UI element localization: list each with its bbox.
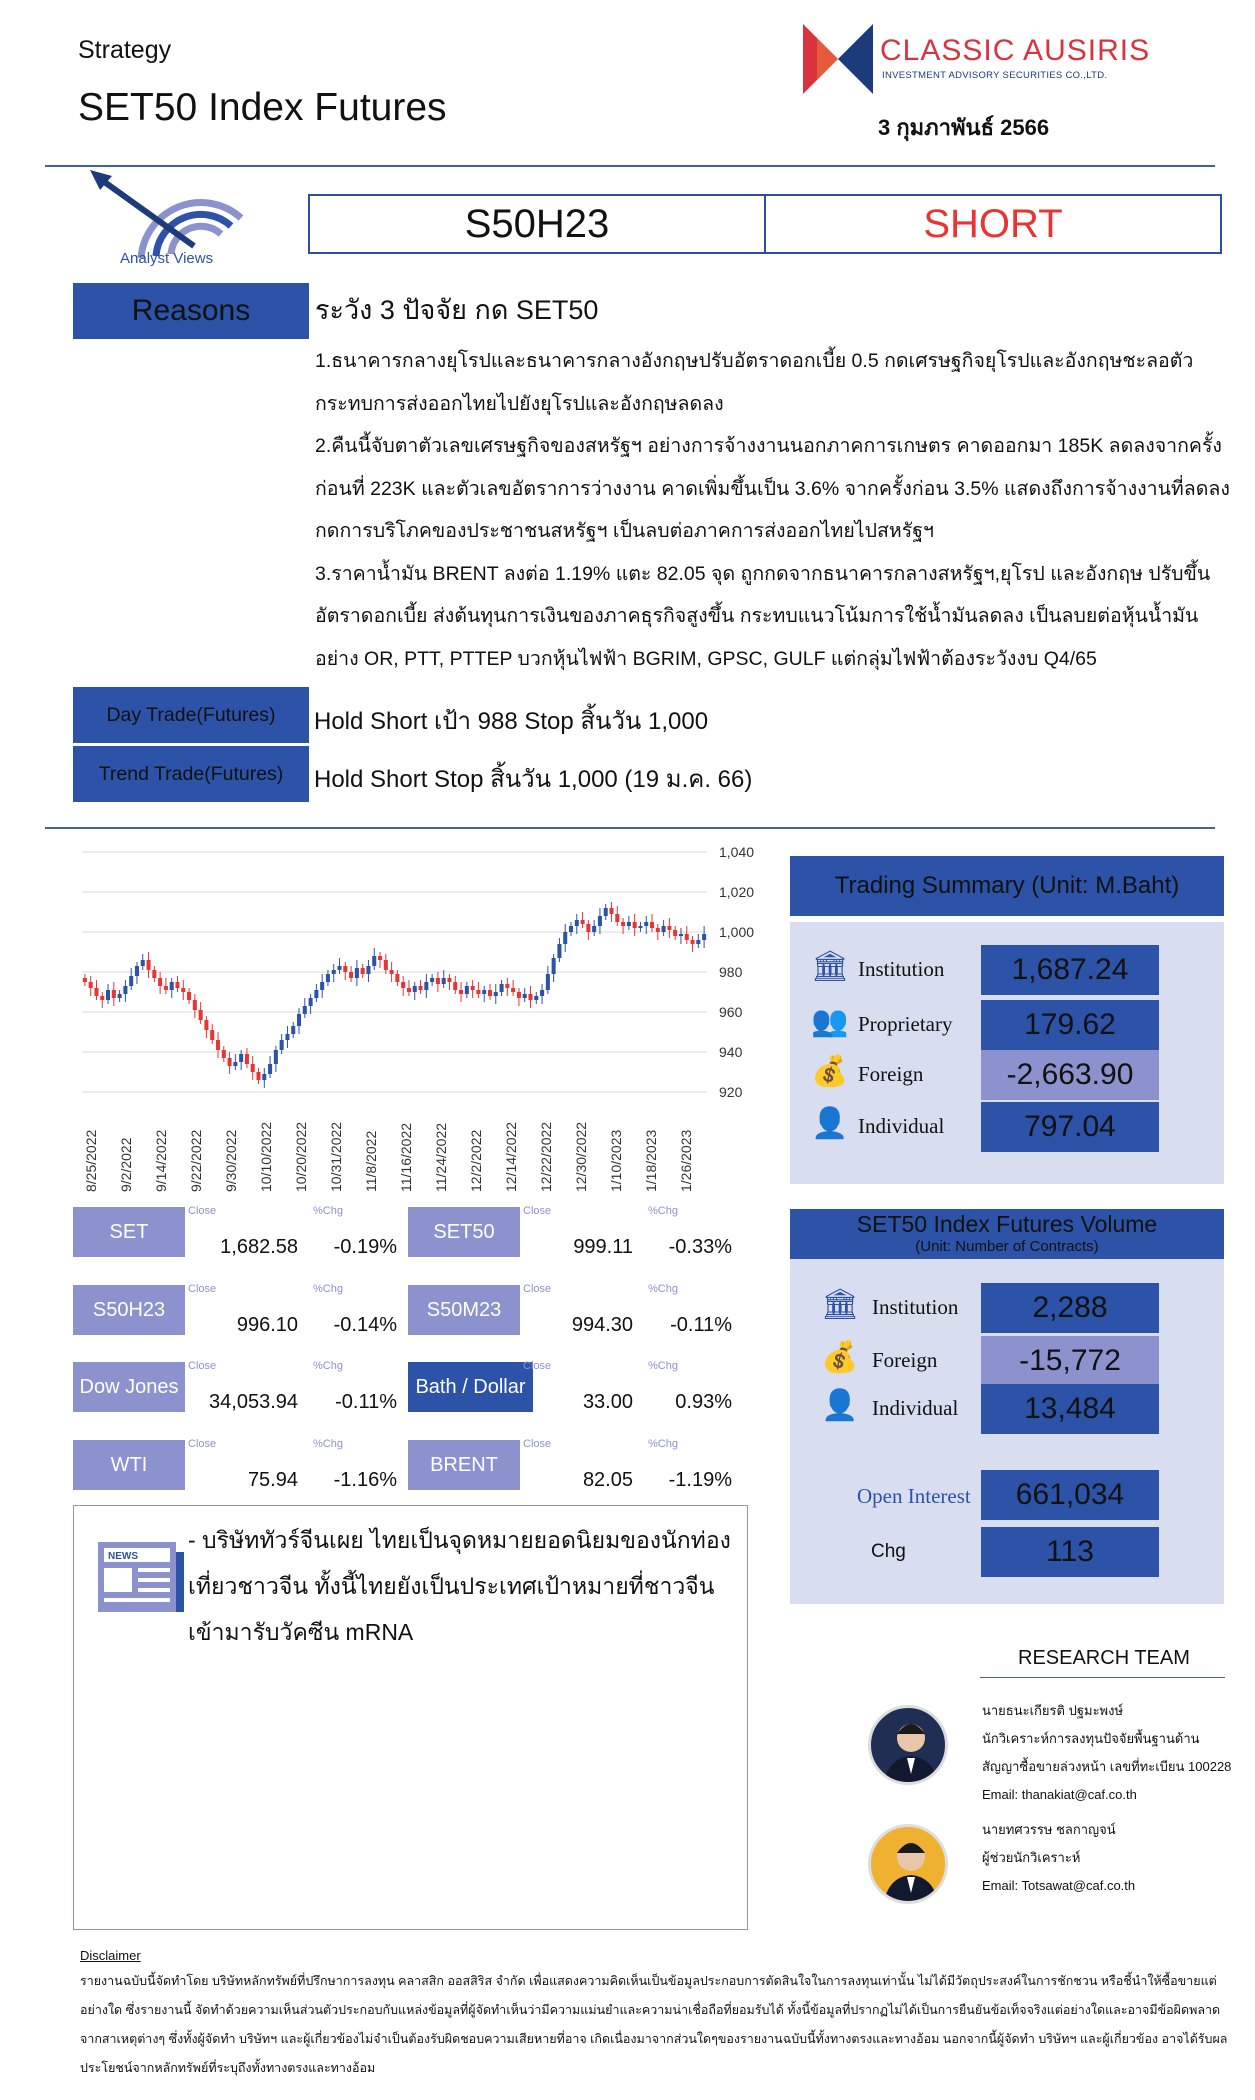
market-name: WTI (73, 1440, 185, 1490)
candle-body (395, 974, 399, 982)
candle-body (511, 988, 515, 992)
chart-y-tick-label: 1,000 (719, 924, 755, 940)
candle-body (691, 940, 695, 944)
reasons-label: Reasons (73, 283, 309, 339)
futures-volume-value: -15,772 (981, 1336, 1159, 1386)
candle-body (540, 990, 544, 996)
candle-body (83, 978, 87, 982)
market-name: SET50 (408, 1207, 520, 1257)
candle-body (667, 926, 671, 930)
market-close-label: Close (188, 1438, 217, 1450)
candle-body (112, 990, 116, 998)
chart-x-tick-label: 9/30/2022 (223, 1129, 239, 1192)
reasons-headline: ระวัง 3 ปัจจัย กด SET50 (315, 295, 599, 325)
candle-body (401, 982, 405, 988)
candle-body (413, 986, 417, 992)
person-icon: 👤 (821, 1389, 859, 1422)
analyst-1-email[interactable]: Email: thanakiat@caf.co.th (982, 1787, 1137, 1802)
futures-volume-label: Foreign (872, 1348, 938, 1372)
candle-body (378, 956, 382, 960)
market-close-value: 996.10 (236, 1314, 298, 1336)
market-chg-label: %Chg (313, 1205, 343, 1217)
chart-y-tick-label: 960 (719, 1004, 743, 1020)
news-text: - บริษัททัวร์จีนเผย ไทยเป็นจุดหมายยอดนิยมของนักท่องเที่ยวชาวจีน ทั้งนี้ไทยยังเป็นประเทศเป้าหมายที่ชาวจีนเข้ามารับวัคซีน mRNA (188, 1527, 731, 1645)
candle-body (366, 966, 370, 974)
analyst-2-avatar (868, 1824, 948, 1904)
chart-y-tick-label: 1,040 (719, 844, 755, 860)
candle-body (609, 908, 613, 914)
candle-body (372, 956, 376, 966)
candle-body (309, 998, 313, 1006)
candle-body (575, 920, 579, 926)
news-icon-label: NEWS (108, 1551, 138, 1562)
trend-trade-label: Trend Trade(Futures) (73, 746, 309, 802)
research-team-title: RESEARCH TEAM (1018, 1647, 1190, 1669)
reason-item-3: 3.ราคาน้ำมัน BRENT ลงต่อ 1.19% แตะ 82.05 จุด ถูกกดจากธนาคารกลางสหรัฐฯ,ยุโรป และอังกฤษ ปรับขึ้นอัตราดอกเบี้ย ส่งต้นทุนการเงินของภาคธุรกิจสูงขึ้น กระทบแนวโน้มการใช้น้ำมันลดลง เป็นลบยต่อหุ้นน้ำมันอย่าง OR, PTT, PTTEP บวกหุ้นไฟฟ้า BGRIM, GPSC, GULF แต่กลุ่มไฟฟ้าต้องระวังงบ Q4/65 (315, 562, 1211, 670)
candle-body (656, 928, 660, 932)
oi-chg-value: 113 (981, 1527, 1159, 1577)
candle-body (569, 926, 573, 932)
trading-summary-value: 1,687.24 (981, 945, 1159, 995)
candle-body (650, 922, 654, 928)
candle-body (320, 982, 324, 990)
market-close-label: Close (523, 1205, 552, 1217)
chart-x-tick-label: 11/24/2022 (433, 1122, 449, 1192)
candle-body (534, 996, 538, 1000)
candle-body (118, 994, 122, 998)
candle-body (222, 1050, 226, 1058)
candle-body (89, 982, 93, 988)
candle-body (505, 984, 509, 988)
candle-body (337, 966, 341, 970)
chart-x-tick-label: 1/26/2023 (678, 1129, 694, 1192)
candle-body (638, 926, 642, 928)
market-chg-value: -0.14% (333, 1314, 397, 1336)
market-chg-label: %Chg (313, 1438, 343, 1450)
candle-body (424, 982, 428, 990)
chart-x-tick-label: 10/31/2022 (328, 1121, 344, 1192)
candle-body (170, 982, 174, 990)
ticker-signal: SHORT (764, 196, 1220, 252)
market-name: SET (73, 1207, 185, 1257)
market-chg-label: %Chg (648, 1283, 678, 1295)
person-icon: 👤 (811, 1107, 849, 1140)
candle-body (262, 1074, 266, 1080)
candle-body (158, 978, 162, 986)
chart-x-tick-label: 8/25/2022 (83, 1129, 99, 1192)
candle-body (476, 990, 480, 994)
money-bag-icon: 💰 (811, 1055, 849, 1088)
candle-body (494, 992, 498, 996)
futures-volume-header (790, 1209, 1224, 1259)
futures-volume-value: 2,288 (981, 1283, 1159, 1333)
chart-x-tick-label: 12/2/2022 (468, 1129, 484, 1192)
chart-y-tick-label: 920 (719, 1084, 743, 1100)
market-chg-value: 0.93% (675, 1391, 732, 1413)
analyst-1-photo-icon (871, 1708, 948, 1785)
company-logo-name: CLASSIC AUSIRIS (880, 34, 1151, 67)
candle-body (552, 958, 556, 974)
futures-volume-label: Individual (872, 1396, 959, 1420)
market-close-label: Close (523, 1283, 552, 1295)
chart-x-tick-label: 1/10/2023 (608, 1129, 624, 1192)
trading-summary-label: Institution (858, 957, 945, 981)
candle-body (557, 944, 561, 958)
disclaimer-text: รายงานฉบับนี้จัดทำโดย บริษัทหลักทรัพย์ที่ปรึกษาการลงทุน คลาสสิก ออสสิริส จำกัด เพื่อแสดงความคิดเห็นเป็นข้อมูลประกอบการตัดสินใจในการลงทุนเท่านั้น ไม่ได้มีวัตถุประสงค์ในการชักชวน หรือชี้นำให้ซื้อขายแต่อย่างใด ซึ่งรายงานนี้ จัดทำด้วยความเห็นส่วนตัวประกอบกับแหล่งข้อมูลที่ผู้จัดทำเห็นว่ามีความแม่นยำและความน่าเชื่อถือที่ยอมรับได้ ทั้งนี้ข้อมูลที่ปรากฏไม่ได้เป็นการยืนยันข้อเท็จจริงแต่อย่างใดและอาจมีข้อผิดพลาดจากสาเหตุต่างๆ ซึ่งทั้งผู้จัดทำ บริษัทฯ และผู้เกี่ยวข้องไม่จำเป็นต้องรับผิดชอบความเสียหายที่อาจ เกิดเนื่องมาจากส่วนใดๆของรายงานฉบับนี้ทั้งทางตรงและทางอ้อม นอกจากนี้ผู้จัดทำ บริษัทฯ และผู้เกี่ยวข้อง อาจได้รับผลประโยชน์จากหลักทรัพย์ที่ระบุถึงทั้งทางตรงและทางอ้อม (80, 1974, 1228, 2075)
candle-body (673, 930, 677, 936)
chart-y-tick-label: 1,020 (719, 884, 755, 900)
candle-body (175, 982, 179, 988)
chart-x-tick-label: 1/18/2023 (643, 1129, 659, 1192)
candle-body (123, 986, 127, 994)
candle-body (251, 1064, 255, 1072)
trading-summary-value: 797.04 (981, 1102, 1159, 1152)
open-interest-label: Open Interest (857, 1484, 971, 1508)
candle-body (285, 1034, 289, 1040)
candle-body (152, 970, 156, 978)
candle-body (239, 1054, 243, 1062)
report-date: 3 กุมภาพันธ์ 2566 (878, 115, 1050, 140)
candle-body (436, 978, 440, 984)
candle-body (563, 932, 567, 944)
candle-body (343, 966, 347, 972)
candle-body (216, 1040, 220, 1050)
trading-summary-label: Foreign (858, 1062, 924, 1086)
candle-body (199, 1010, 203, 1020)
candle-body (679, 934, 683, 936)
candle-body (644, 922, 648, 926)
company-logo-subtitle: INVESTMENT ADVISORY SECURITIES CO.,LTD. (882, 70, 1108, 81)
chart-x-tick-label: 9/14/2022 (153, 1129, 169, 1192)
chart-x-tick-label: 12/14/2022 (503, 1121, 519, 1192)
candle-body (164, 986, 168, 990)
candle-body (291, 1026, 295, 1034)
candle-body (135, 966, 139, 976)
analyst-2-role: ผู้ช่วยนักวิเคราะห์ (982, 1850, 1081, 1865)
market-chg-label: %Chg (648, 1205, 678, 1217)
trading-summary-value: 179.62 (981, 1000, 1159, 1050)
reason-item-2: 2.คืนนี้จับตาตัวเลขเศรษฐกิจของสหรัฐฯ อย่างการจ้างงานนอกภาคการเกษตร คาดออกมา 185K ลดลงจากครั้งก่อนที่ 223K และตัวเลขอัตราการว่างงาน คาดเพิ่มขึ้นเป็น 3.6% จากครั้งก่อน 3.5% แสดงถึงการจ้างงานที่ลดลง กดการบริโภคของประชาชนสหรัฐฯ เป็นลบต่อภาคการส่งออกไทยไปสหรัฐฯ (315, 435, 1230, 542)
market-name: Dow Jones (73, 1362, 185, 1412)
market-close-value: 82.05 (582, 1469, 633, 1491)
chart-x-tick-label: 9/22/2022 (188, 1129, 204, 1192)
ticker-box (308, 194, 1222, 254)
candle-body (94, 988, 98, 996)
candle-body (129, 976, 133, 986)
candle-body (141, 960, 145, 966)
disclaimer-title: Disclaimer (80, 1948, 141, 1963)
analyst-1-name: นายธนะเกียรติ ปฐมะพงษ์ (982, 1703, 1124, 1718)
market-name: Bath / Dollar (408, 1362, 533, 1412)
market-chg-label: %Chg (313, 1360, 343, 1372)
candle-body (604, 908, 608, 916)
building-icon: 🏛 (820, 1288, 860, 1321)
candle-body (459, 990, 463, 994)
candle-body (147, 960, 151, 970)
market-close-label: Close (188, 1205, 217, 1217)
trend-trade-text: Hold Short Stop สิ้นวัน 1,000 (19 ม.ค. 66) (314, 766, 753, 793)
candle-body (453, 982, 457, 990)
candle-body (517, 992, 521, 998)
candle-body (181, 988, 185, 992)
market-chg-label: %Chg (648, 1360, 678, 1372)
candle-body (447, 978, 451, 982)
candle-body (615, 914, 619, 922)
market-name: BRENT (408, 1440, 520, 1490)
market-close-value: 999.11 (573, 1236, 633, 1258)
candle-body (598, 916, 602, 926)
market-close-value: 994.30 (571, 1314, 633, 1336)
candle-body (268, 1064, 272, 1074)
candle-body (332, 970, 336, 974)
market-chg-label: %Chg (313, 1283, 343, 1295)
analyst-2-info (982, 1816, 1232, 1900)
market-close-value: 1,682.58 (220, 1236, 298, 1258)
candle-body (100, 996, 104, 1000)
candle-body (500, 984, 504, 992)
candle-body (586, 924, 590, 932)
trading-summary-label: Individual (858, 1114, 945, 1138)
candle-body (204, 1020, 208, 1030)
section-divider (45, 827, 1215, 829)
candle-body (592, 926, 596, 932)
futures-volume-label: Institution (872, 1295, 959, 1319)
candle-body (482, 990, 486, 994)
chart-x-tick-label: 9/2/2022 (118, 1137, 134, 1192)
market-close-value: 75.94 (247, 1469, 298, 1491)
candle-body (546, 974, 550, 990)
chart-x-tick-label: 12/30/2022 (573, 1121, 589, 1192)
candle-body (297, 1014, 301, 1026)
analyst-2-name: นายทศวรรษ ชลกาญจน์ (982, 1822, 1116, 1837)
analyst-2-photo-icon (871, 1827, 948, 1904)
building-icon: 🏛 (810, 950, 850, 983)
header-divider (45, 165, 1215, 167)
analyst-1-avatar (868, 1705, 948, 1785)
reasons-list (315, 340, 1241, 680)
market-close-label: Close (188, 1283, 217, 1295)
research-team-divider (980, 1677, 1225, 1678)
chart-x-tick-label: 10/20/2022 (293, 1121, 309, 1192)
candle-body (280, 1040, 284, 1050)
day-trade-label: Day Trade(Futures) (73, 687, 309, 743)
candle-body (210, 1030, 214, 1040)
market-chg-label: %Chg (648, 1438, 678, 1450)
chart-x-tick-label: 10/10/2022 (258, 1121, 274, 1192)
market-close-value: 34,053.94 (209, 1391, 298, 1413)
candle-body (361, 968, 365, 974)
candle-body (407, 988, 411, 992)
analyst-1-role: นักวิเคราะห์การลงทุนปัจจัยพื้นฐานด้านสัญญาซื้อขายล่วงหน้า เลขที่ทะเบียน 100228 (982, 1731, 1232, 1774)
market-chg-value: -0.11% (335, 1391, 397, 1413)
set50-candlestick-chart (72, 840, 772, 1200)
trading-summary-value: -2,663.90 (981, 1050, 1159, 1100)
candle-body (442, 978, 446, 984)
candle-body (326, 974, 330, 982)
market-chg-value: -1.19% (668, 1469, 732, 1491)
market-chg-value: -0.19% (333, 1236, 397, 1258)
candle-body (228, 1058, 232, 1066)
market-chg-value: -1.16% (333, 1469, 397, 1491)
day-trade-text: Hold Short เป้า 988 Stop สิ้นวัน 1,000 (314, 708, 709, 735)
candle-body (245, 1054, 249, 1064)
oi-chg-label: Chg (871, 1541, 906, 1562)
trading-summary-title: Trading Summary (Unit: M.Baht) (790, 856, 1224, 916)
analyst-1-info (982, 1697, 1232, 1809)
market-close-label: Close (523, 1360, 552, 1372)
candle-body (274, 1050, 278, 1064)
page-title: SET50 Index Futures (78, 86, 447, 129)
candle-body (662, 926, 666, 932)
candle-body (193, 1000, 197, 1010)
candle-body (465, 986, 469, 994)
newspaper-icon (98, 1538, 184, 1614)
futures-volume-value: 13,484 (981, 1384, 1159, 1434)
ticker-symbol: S50H23 (464, 201, 610, 246)
candle-body (627, 922, 631, 926)
market-chg-value: -0.33% (668, 1236, 732, 1258)
candle-body (621, 922, 625, 926)
candle-body (488, 990, 492, 996)
candle-body (314, 990, 318, 998)
open-interest-value: 661,034 (981, 1470, 1159, 1520)
market-close-value: 33.00 (582, 1391, 633, 1413)
candle-body (106, 990, 110, 1000)
candle-body (233, 1062, 237, 1066)
candle-body (349, 972, 353, 978)
group-icon: 👥 (811, 1005, 849, 1038)
market-name: S50M23 (408, 1285, 520, 1335)
market-name: S50H23 (73, 1285, 185, 1335)
candle-body (523, 994, 527, 998)
market-close-label: Close (523, 1438, 552, 1450)
analyst-views-label: Analyst Views (120, 250, 214, 267)
chart-x-tick-label: 12/22/2022 (538, 1121, 554, 1192)
candle-body (696, 940, 700, 944)
candle-body (187, 992, 191, 1000)
candle-body (430, 978, 434, 982)
market-close-label: Close (188, 1360, 217, 1372)
chart-x-tick-label: 11/16/2022 (398, 1122, 414, 1192)
chart-y-tick-label: 940 (719, 1044, 743, 1060)
candle-body (419, 986, 423, 990)
analyst-2-email[interactable]: Email: Totsawat@caf.co.th (982, 1878, 1136, 1893)
candle-body (581, 920, 585, 924)
candle-body (355, 968, 359, 978)
candle-body (303, 1006, 307, 1014)
money-bag-icon: 💰 (821, 1341, 859, 1374)
candle-body (390, 970, 394, 974)
trading-summary-label: Proprietary (858, 1012, 953, 1036)
chart-y-tick-label: 980 (719, 964, 743, 980)
company-logo-icon (803, 24, 873, 94)
futures-volume-title: SET50 Index Futures Volume (856, 1211, 1158, 1237)
market-chg-value: -0.11% (670, 1314, 732, 1336)
candle-body (256, 1072, 260, 1080)
candle-body (685, 934, 689, 940)
reason-item-1: 1.ธนาคารกลางยุโรปและธนาคารกลางอังกฤษปรับอัตราดอกเบี้ย 0.5 กดเศรษฐกิจยุโรปและอังกฤษชะลอตัว กระทบการส่งออกไทยไปยังยุโรปและอังกฤษลดลง (315, 350, 1194, 415)
candle-body (528, 994, 532, 1000)
candle-body (471, 986, 475, 990)
futures-volume-subtitle: (Unit: Number of Contracts) (915, 1238, 1099, 1255)
candle-body (633, 922, 637, 928)
candle-body (702, 934, 706, 940)
chart-x-tick-label: 11/8/2022 (363, 1130, 379, 1192)
section-label: Strategy (78, 36, 172, 64)
candle-body (384, 960, 388, 970)
